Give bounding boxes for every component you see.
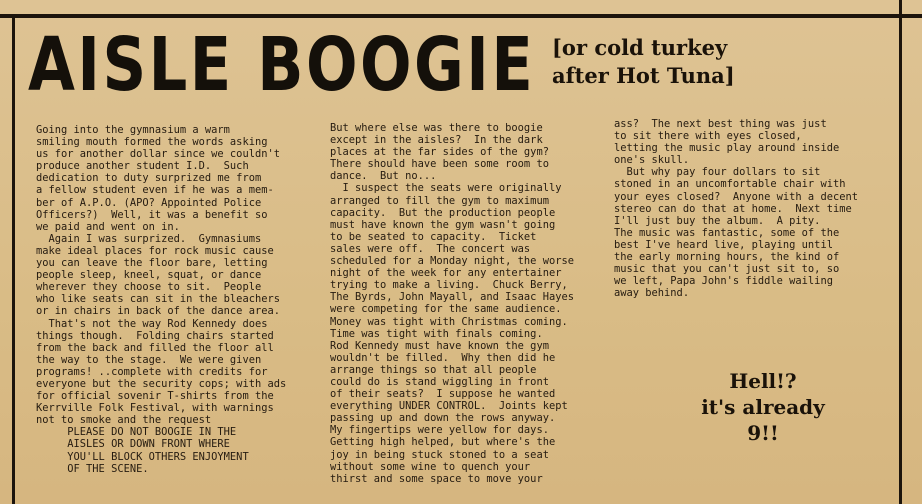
article-text-line: away behind.: [614, 287, 690, 300]
subheadline-line: after Hot Tuna]: [552, 63, 735, 88]
article-text-line: we left, Papa John's fiddle wailing: [614, 275, 833, 288]
article-text-line: capacity. But the production people: [330, 206, 556, 219]
article-column-2: [330, 122, 574, 485]
article-text-line: trying to make a living. Chuck Berry,: [330, 279, 568, 292]
article-text-line: thirst and some space to move your: [330, 472, 543, 485]
article-text-line: My fingertips were yellow for days.: [330, 424, 549, 437]
article-text-line: ber of A.P.O. (APO? Appointed Police: [36, 196, 262, 209]
article-text-line: night of the week for any entertainer: [330, 267, 562, 280]
article-text-line: stoned in an uncomfortable chair with: [614, 178, 846, 191]
article-text-line: to be seated to capacity. Ticket: [330, 230, 537, 243]
article-text-line: except in the aisles? In the dark: [330, 134, 543, 147]
article-text-line: I'll just buy the album. A pity.: [614, 214, 821, 227]
article-text-line: There should have been some room to: [330, 158, 549, 171]
article-text-line: we paid and went on in.: [36, 220, 180, 233]
article-text-line: or in chairs in back of the dance area.: [36, 305, 280, 318]
article-text-line: YOU'LL BLOCK OTHERS ENJOYMENT: [36, 450, 249, 463]
article-text-line: us for another dollar since we couldn't: [36, 148, 280, 161]
article-text-line: The music was fantastic, some of the: [614, 226, 840, 239]
article-text-line: places at the far sides of the gym?: [330, 146, 549, 159]
article-text-line: were competing for the same audience.: [330, 303, 562, 316]
article-text-line: Money was tight with Christmas coming.: [330, 315, 568, 328]
article-text-line: without some wine to quench your: [330, 460, 531, 473]
article-text-line: Going into the gymnasium a warm: [36, 124, 230, 136]
article-text-line: to sit there with eyes closed,: [614, 130, 802, 143]
pull-quote-line: Hell!?: [729, 369, 797, 393]
article-text-line: Time was tight with finals coming.: [330, 327, 543, 340]
article-text-line: music that you can't just sit to, so: [614, 263, 840, 276]
article-text-line: PLEASE DO NOT BOOGIE IN THE: [36, 426, 237, 439]
article-text-line: a fellow student even if he was a mem-: [36, 184, 274, 197]
article-text-line: programs! ..complete with credits for: [36, 365, 268, 378]
pull-quote-line: it's already: [701, 395, 825, 419]
article-text-line: everything UNDER CONTROL. Joints kept: [330, 400, 568, 413]
subheadline-line: [or cold turkey: [552, 35, 728, 60]
article-text-line: The Byrds, John Mayall, and Isaac Hayes: [330, 291, 574, 304]
article-text-line: make ideal places for rock music cause: [36, 244, 274, 257]
article-text-line: who like seats can sit in the bleachers: [36, 293, 280, 306]
article-text-line: Officers?) Well, it was a benefit so: [36, 208, 268, 221]
article-text-line: best I've heard live, playing until: [614, 238, 833, 251]
article-text-line: letting the music play around inside: [614, 142, 840, 155]
article-text-line: ass? The next best thing was just: [614, 118, 827, 130]
left-border-rule: [12, 14, 15, 504]
article-text-line: Again I was surprized. Gymnasiums: [36, 232, 262, 245]
article-text-line: dedication to duty surprized me from: [36, 172, 262, 185]
article-text-line: joy in being stuck stoned to a seat: [330, 448, 549, 461]
article-text-line: everyone but the security cops; with ads: [36, 377, 287, 390]
article-text-line: for official sovenir T-shirts from the: [36, 390, 274, 403]
article-headline: AISLE BOOGIE: [28, 22, 536, 108]
article-text-line: not to smoke and the request: [36, 414, 212, 427]
pull-quote-line: 9!!: [747, 421, 779, 445]
article-text-line: Kerrville Folk Festival, with warnings: [36, 402, 274, 415]
article-text-line: wouldn't be filled. Why then did he: [330, 351, 556, 364]
right-border-rule: [899, 0, 902, 504]
article-text-line: people sleep, kneel, squat, or dance: [36, 269, 262, 282]
article-text-line: things though. Folding chairs started: [36, 329, 274, 342]
article-text-line: scheduled for a Monday night, the worse: [330, 255, 574, 268]
article-text-line: Rod Kennedy must have known the gym: [330, 339, 549, 352]
article-text-line: arranged to fill the gym to maximum: [330, 194, 549, 207]
article-text-line: could do is stand wiggling in front: [330, 375, 549, 388]
article-text-line: I suspect the seats were originally: [330, 182, 562, 195]
pull-quote: [640, 368, 886, 446]
article-text-line: from the back and filled the floor all: [36, 341, 274, 354]
article-text-line: stereo can do that at home. Next time: [614, 202, 852, 215]
article-text-line: one's skull.: [614, 154, 690, 167]
article-text-line: your eyes closed? Anyone with a decent: [614, 190, 858, 203]
article-text-line: you can leave the floor bare, letting: [36, 257, 268, 270]
article-text-line: OF THE SCENE.: [36, 462, 149, 475]
article-column-3: [614, 118, 858, 299]
article-column-1: [36, 124, 286, 475]
article-text-line: produce another student I.D. Such: [36, 160, 249, 173]
article-text-line: sales were off. The concert was: [330, 242, 531, 255]
article-subheadline: [552, 34, 735, 90]
article-text-line: must have known the gym wasn't going: [330, 218, 556, 231]
article-text-line: of their seats? I suppose he wanted: [330, 388, 556, 401]
article-text-line: Getting high helped, but where's the: [330, 436, 556, 449]
article-text-line: AISLES OR DOWN FRONT WHERE: [36, 438, 230, 451]
article-text-line: wherever they choose to sit. People: [36, 281, 262, 294]
article-text-line: arrange things so that all people: [330, 363, 537, 376]
article-text-line: smiling mouth formed the words asking: [36, 136, 268, 149]
article-text-line: That's not the way Rod Kennedy does: [36, 317, 268, 330]
article-text-line: dance. But no...: [330, 170, 437, 183]
article-text-line: the early morning hours, the kind of: [614, 251, 840, 264]
top-border-rule: [0, 14, 922, 18]
article-text-line: the way to the stage. We were given: [36, 353, 262, 366]
article-text-line: But where else was there to boogie: [330, 122, 543, 134]
article-text-line: But why pay four dollars to sit: [614, 166, 821, 179]
article-text-line: passing up and down the rows anyway.: [330, 412, 556, 425]
